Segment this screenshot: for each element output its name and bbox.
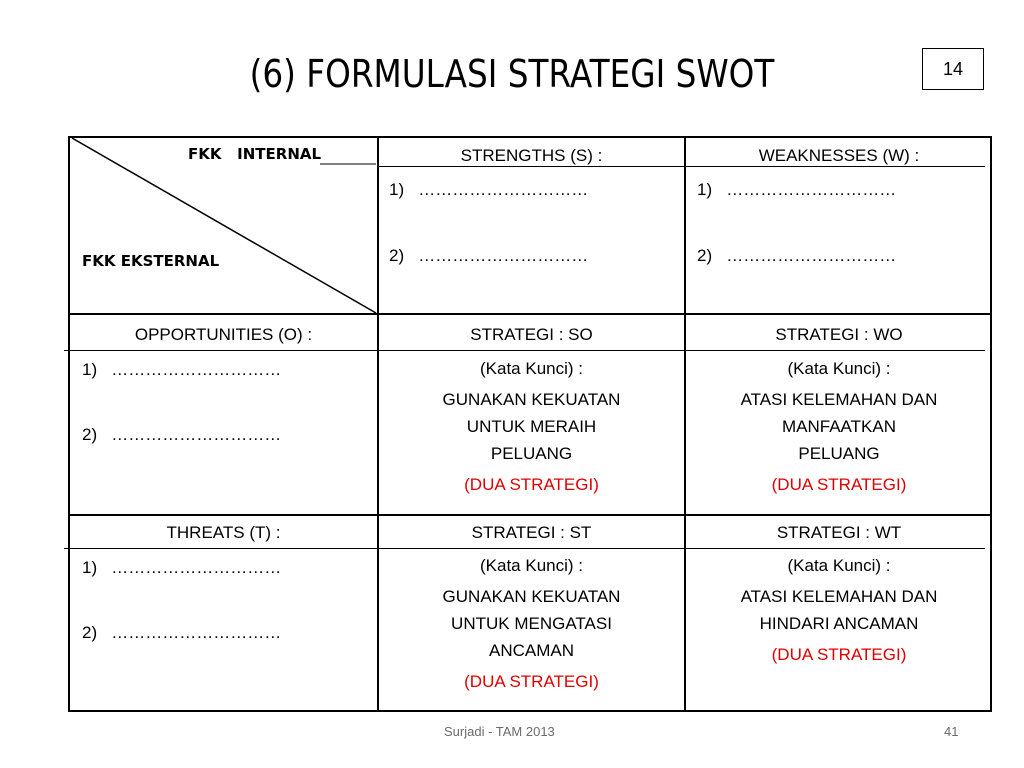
header-underline bbox=[64, 350, 985, 351]
wt-line: ATASI KELEMAHAN DAN bbox=[740, 587, 938, 606]
footer-author: Surjadi - TAM 2013 bbox=[444, 724, 555, 739]
strengths-header: STRENGTHS (S) : bbox=[460, 146, 603, 165]
so-strategy-count: (DUA STRATEGI) bbox=[464, 475, 599, 494]
so-keyword-label: (Kata Kunci) : bbox=[480, 359, 583, 378]
st-keyword-label: (Kata Kunci) : bbox=[480, 556, 583, 575]
wt-strategy-cell bbox=[686, 552, 992, 668]
st-line: ANCAMAN bbox=[488, 641, 574, 660]
so-strategy-cell bbox=[379, 355, 684, 498]
corner-internal-label: FKK INTERNAL bbox=[188, 145, 322, 163]
threats-item-1: 1) ………………………… bbox=[82, 558, 282, 577]
threats-item-2: 2) ………………………… bbox=[82, 623, 282, 642]
wo-line: PELUANG bbox=[798, 444, 880, 463]
header-underline bbox=[378, 166, 985, 167]
opportunities-header: OPPORTUNITIES (O) : bbox=[134, 325, 313, 344]
wo-line: ATASI KELEMAHAN DAN bbox=[740, 390, 938, 409]
st-strategy-cell bbox=[379, 552, 684, 695]
so-line: UNTUK MERAIH bbox=[466, 417, 597, 436]
opportunities-item-1: 1) ………………………… bbox=[82, 360, 282, 379]
st-header: STRATEGI : ST bbox=[471, 523, 592, 542]
header-underline bbox=[64, 548, 985, 549]
so-line: PELUANG bbox=[490, 444, 573, 463]
strengths-item-2: 2) ………………………… bbox=[389, 246, 589, 265]
wo-header: STRATEGI : WO bbox=[775, 325, 903, 344]
strengths-item-1: 1) ………………………… bbox=[389, 180, 589, 199]
st-strategy-count: (DUA STRATEGI) bbox=[464, 672, 599, 691]
wo-strategy-cell bbox=[686, 355, 992, 498]
corner-external-label: FKK EKSTERNAL bbox=[82, 252, 220, 270]
wt-line: HINDARI ANCAMAN bbox=[759, 614, 919, 633]
page-box: 14 bbox=[922, 48, 984, 90]
wo-strategy-count: (DUA STRATEGI) bbox=[771, 475, 907, 494]
so-line: GUNAKAN KEKUATAN bbox=[442, 390, 621, 409]
wt-keyword-label: (Kata Kunci) : bbox=[787, 556, 891, 575]
row-divider bbox=[68, 514, 992, 516]
wt-header: STRATEGI : WT bbox=[776, 523, 902, 542]
opportunities-item-2: 2) ………………………… bbox=[82, 425, 282, 444]
corner-diagonal bbox=[70, 138, 378, 314]
threats-header: THREATS (T) : bbox=[166, 523, 281, 542]
st-line: UNTUK MENGATASI bbox=[451, 614, 612, 633]
page-number: 41 bbox=[944, 724, 959, 739]
weaknesses-header: WEAKNESSES (W) : bbox=[758, 146, 920, 165]
so-header: STRATEGI : SO bbox=[470, 325, 593, 344]
slide-title: (6) FORMULASI STRATEGI SWOT bbox=[249, 52, 775, 96]
wo-line: MANFAATKAN bbox=[782, 417, 896, 436]
weaknesses-item-2: 2) ………………………… bbox=[697, 246, 897, 265]
weaknesses-item-1: 1) ………………………… bbox=[697, 180, 897, 199]
wo-keyword-label: (Kata Kunci) : bbox=[787, 359, 891, 378]
st-line: GUNAKAN KEKUATAN bbox=[442, 587, 621, 606]
wt-strategy-count: (DUA STRATEGI) bbox=[771, 645, 907, 664]
